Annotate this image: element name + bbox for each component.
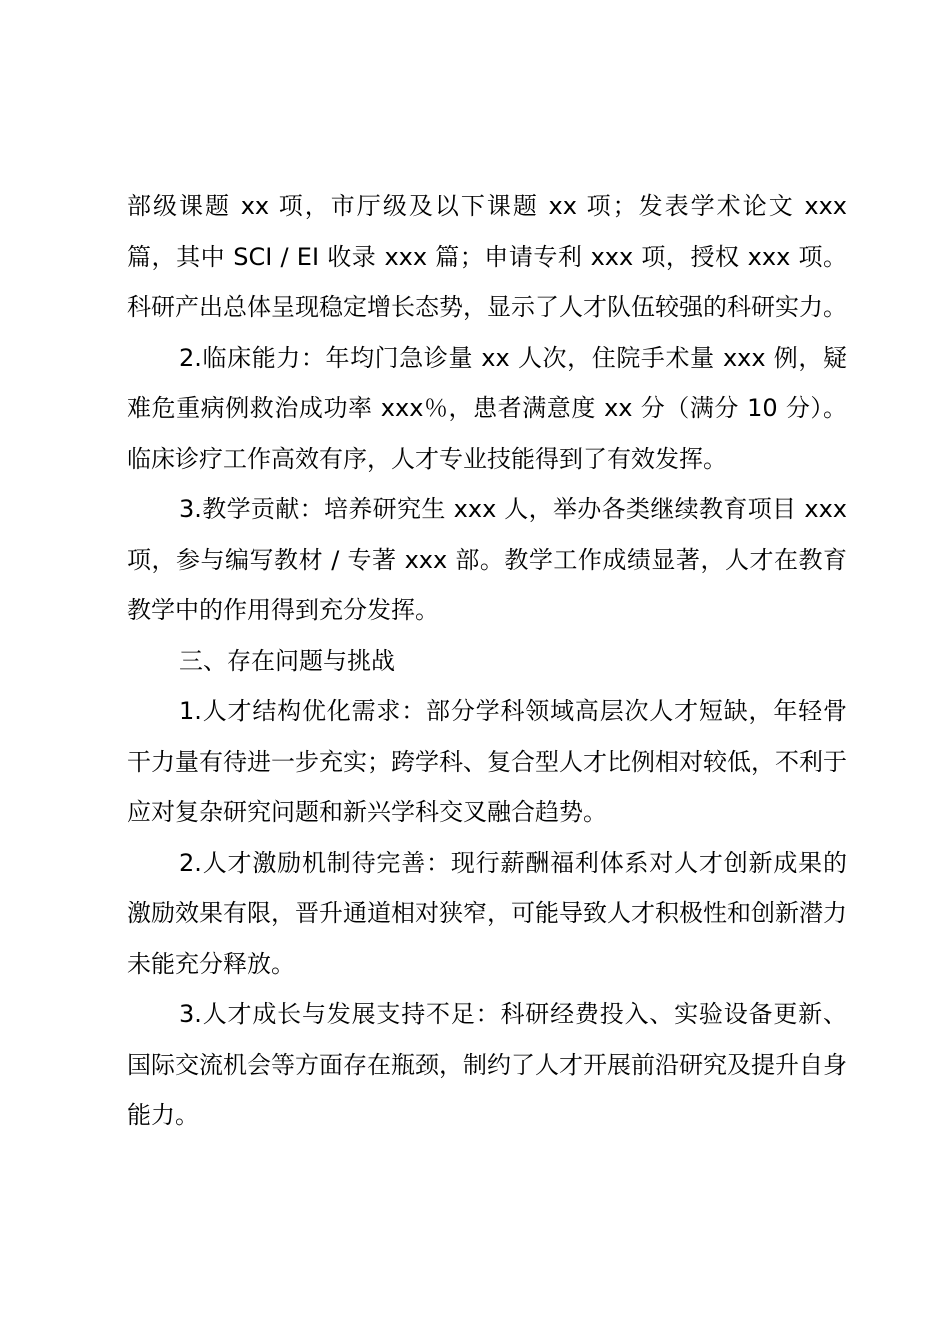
paragraph-clinical-ability: 2.临床能力：年均门急诊量 xx 人次，住院手术量 xxx 例，疑难危重病例救治成功率 xxx％，患者满意度 xx 分（满分 10 分）。临床诊疗工作高效有序，人才专业技能得到了有效发挥。 [127,343,847,473]
paragraph-teaching-contribution: 3.教学贡献：培养研究生 xxx 人，举办各类继续教育项目 xxx 项，参与编写教材 / 专著 xxx 部。教学工作成绩显著，人才在教育教学中的作用得到充分发挥。 [127,495,847,624]
paragraph-research-output: 部级课题 xx 项，市厅级及以下课题 xx 项；发表学术论文 xxx 篇，其中 SCI / EI 收录 xxx 篇；申请专利 xxx 项，授权 xxx 项。科研产出总体呈现稳定增长态势，显示了人才队伍较强的科研实力。 [127,192,847,321]
paragraph-incentive-mechanism: 2.人才激励机制待完善：现行薪酬福利体系对人才创新成果的激励效果有限，晋升通道相对狭窄，可能导致人才积极性和创新潜力未能充分释放。 [127,848,847,978]
paragraph-growth-support: 3.人才成长与发展支持不足：科研经费投入、实验设备更新、国际交流机会等方面存在瓶颈，制约了人才开展前沿研究及提升自身能力。 [127,1000,847,1129]
document-body [127,181,847,1141]
section-heading-problems: 三、存在问题与挑战 [179,646,395,675]
paragraph-talent-structure: 1.人才结构优化需求：部分学科领域高层次人才短缺，年轻骨干力量有待进一步充实；跨学科、复合型人才比例相对较低，不利于应对复杂研究问题和新兴学科交叉融合趋势。 [127,697,847,826]
